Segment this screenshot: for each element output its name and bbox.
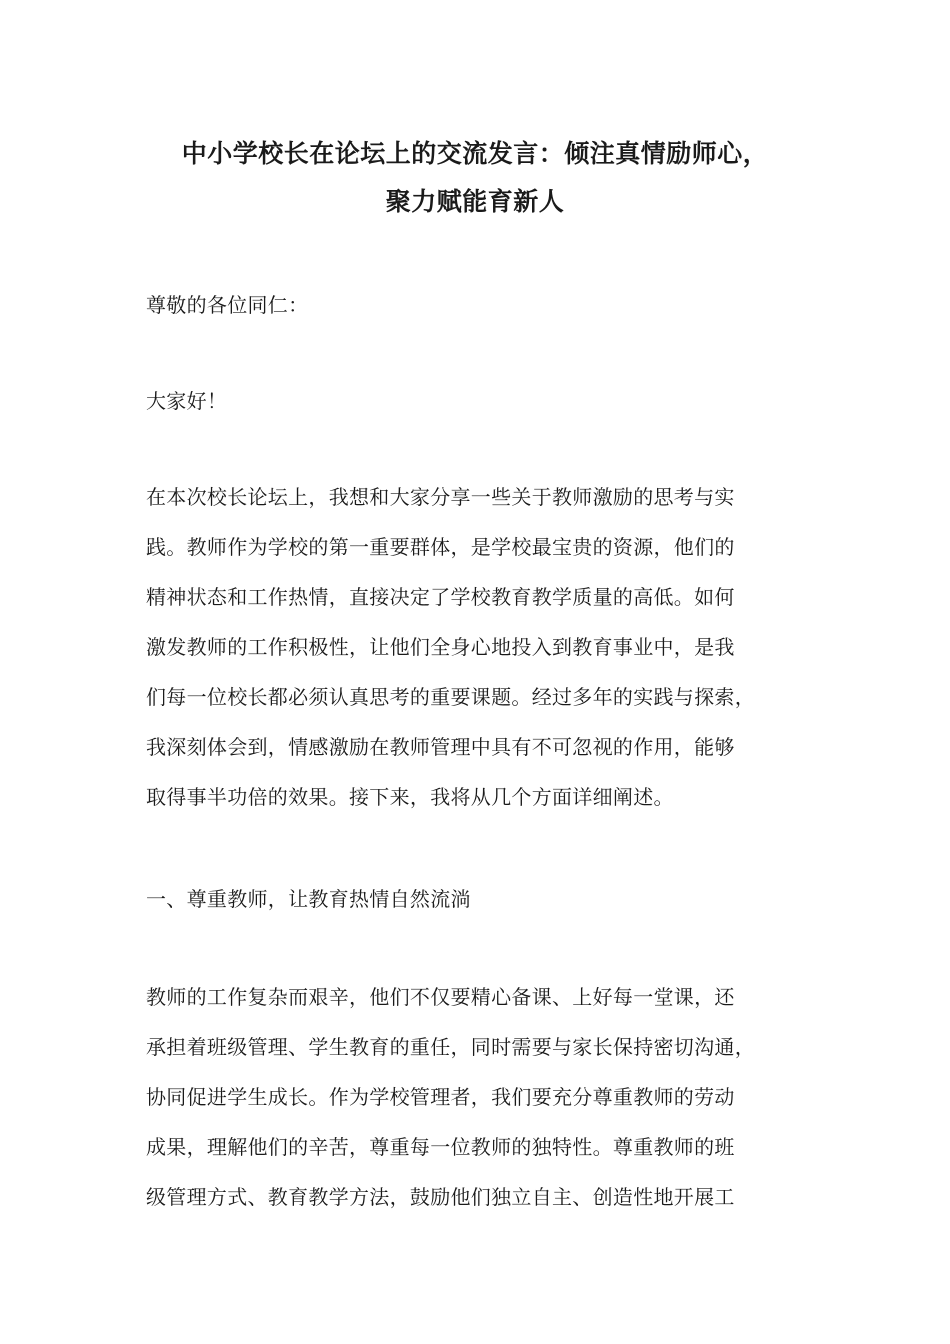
section-1-heading: 一、尊重教师，让教育热情自然流淌 (146, 887, 471, 911)
paragraph-line: 教师的工作复杂而艰辛，他们不仅要精心备课、上好每一堂课，还 (146, 985, 735, 1009)
paragraph-line: 激发教师的工作积极性，让他们全身心地投入到教育事业中，是我 (146, 635, 735, 659)
paragraph-line: 成果，理解他们的辛苦，尊重每一位教师的独特性。尊重教师的班 (146, 1135, 735, 1159)
intro-paragraph (146, 472, 836, 822)
paragraph-line: 践。教师作为学校的第一重要群体，是学校最宝贵的资源，他们的 (146, 535, 735, 559)
paragraph-line: 承担着班级管理、学生教育的重任，同时需要与家长保持密切沟通， (146, 1035, 755, 1059)
greeting: 大家好！ (146, 389, 228, 413)
paragraph-line: 在本次校长论坛上，我想和大家分享一些关于教师激励的思考与实 (146, 485, 735, 509)
paragraph-line: 级管理方式、教育教学方法，鼓励他们独立自主、创造性地开展工 (146, 1185, 735, 1209)
paragraph-line: 我深刻体会到，情感激励在教师管理中具有不可忽视的作用，能够 (146, 735, 735, 759)
salutation: 尊敬的各位同仁： (146, 293, 309, 317)
paragraph-line: 协同促进学生成长。作为学校管理者，我们要充分尊重教师的劳动 (146, 1085, 735, 1109)
document-title-line-2: 聚力赋能育新人 (385, 187, 565, 216)
section-1-paragraph (146, 972, 836, 1222)
paragraph-line: 取得事半功倍的效果。接下来，我将从几个方面详细阐述。 (146, 785, 674, 809)
paragraph-line: 们每一位校长都必须认真思考的重要课题。经过多年的实践与探索， (146, 685, 755, 709)
paragraph-line: 精神状态和工作热情，直接决定了学校教育教学质量的高低。如何 (146, 585, 735, 609)
document-title-line-1: 中小学校长在论坛上的交流发言：倾注真情励师心， (181, 139, 769, 168)
